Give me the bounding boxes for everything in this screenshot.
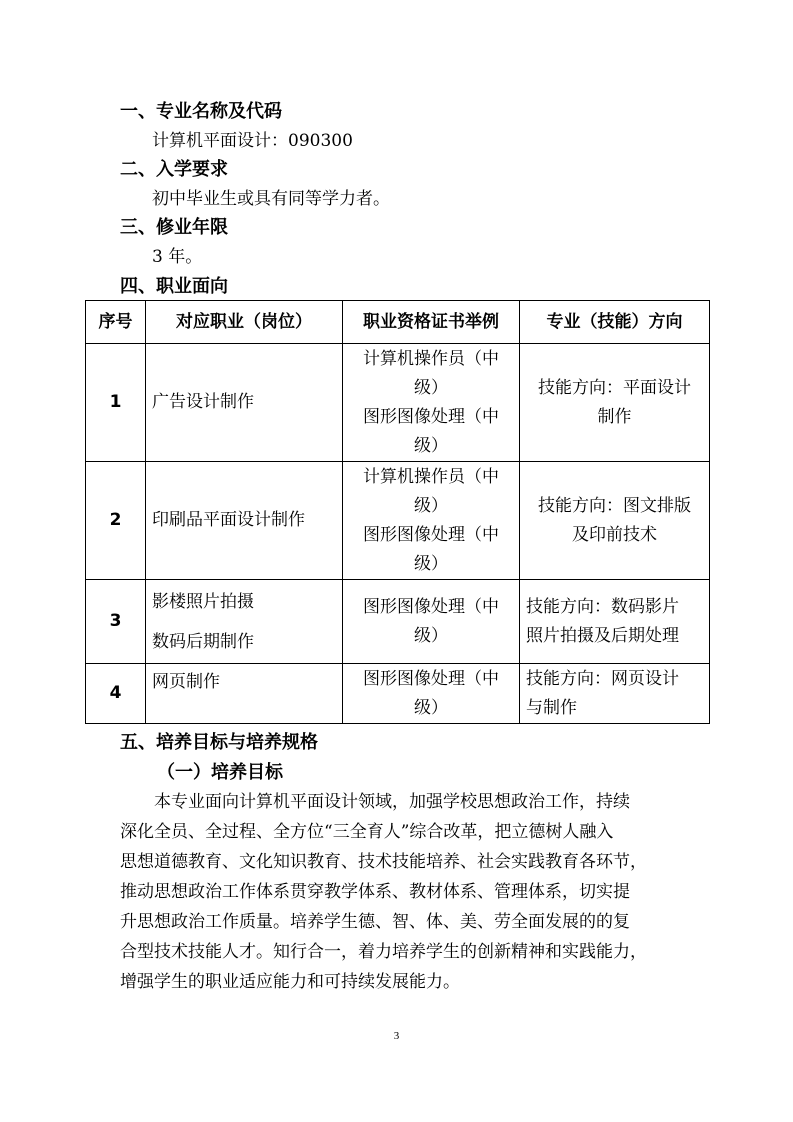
paragraph-line: 增强学生的职业适应能力和可持续发展能力。 [120,972,460,992]
table-row [86,344,710,462]
header-cell: 职业资格证书举例 [343,301,520,344]
section-5-subtitle: （一）培养目标 [157,762,283,783]
row-number: 2 [86,462,146,580]
occupation-table [85,300,710,724]
section-1-title: 一、专业名称及代码 [120,101,282,122]
section-3-title: 三、修业年限 [120,217,228,238]
section-1-body: 计算机平面设计：090300 [152,131,353,151]
occupation-cell [146,580,343,664]
section-3-body: 3 年。 [152,247,203,267]
direction-cell [520,462,710,580]
header-cell: 序号 [86,301,146,344]
section-2-body: 初中毕业生或具有同等学力者。 [152,189,390,209]
occupation-cell [146,344,343,462]
paragraph-line: 本专业面向计算机平面设计领域，加强学校思想政治工作，持续 [120,792,630,812]
occupation-cell [146,462,343,580]
section-2-title: 二、入学要求 [120,159,228,180]
direction-cell [520,580,710,664]
direction-text: 技能方向：平面设计 [538,377,691,398]
paragraph-line: 推动思想政治工作体系贯穿教学体系、教材体系、管理体系，切实提 [120,882,630,902]
occupation-text: 数码后期制作 [152,631,254,652]
direction-text: 技能方向：数码影片 [526,596,679,617]
certificate-cell [343,664,520,724]
header-cell: 对应职业（岗位） [146,301,343,344]
row-number: 1 [86,344,146,462]
direction-text: 及印前技术 [572,524,657,545]
goal-paragraph [120,787,680,997]
certificate-text: 级） [414,495,448,516]
occupation-text: 广告设计制作 [152,392,254,412]
occupation-cell [146,664,343,724]
page-number: 3 [393,1030,400,1042]
occupation-text: 印刷品平面设计制作 [152,510,305,530]
paragraph-line: 思想道德教育、文化知识教育、技术技能培养、社会实践教育各环节， [120,852,647,872]
certificate-text: 级） [414,435,448,456]
certificate-cell [343,580,520,664]
table-header-row [86,301,710,344]
header-cell: 专业（技能）方向 [520,301,710,344]
certificate-cell [343,462,520,580]
direction-text: 技能方向：网页设计 [526,668,679,689]
certificate-text: 级） [414,553,448,574]
direction-text: 与制作 [526,697,577,718]
paragraph-line: 合型技术技能人才。知行合一，着力培养学生的创新精神和实践能力， [120,942,647,962]
certificate-text: 级） [414,625,448,646]
certificate-text: 级） [414,377,448,398]
section-4-title: 四、职业面向 [120,276,228,297]
occupation-text: 影楼照片拍摄 [152,591,254,612]
certificate-text: 图形图像处理（中 [363,524,499,545]
direction-text: 制作 [597,406,632,427]
table-row [86,580,710,664]
certificate-text: 级） [414,697,448,718]
certificate-cell [343,344,520,462]
certificate-text: 计算机操作员（中 [363,348,499,369]
direction-cell [520,664,710,724]
certificate-text: 图形图像处理（中 [363,668,499,689]
paragraph-line: 升思想政治工作质量。培养学生德、智、体、美、劳全面发展的的复 [120,912,630,932]
direction-cell [520,344,710,462]
row-number: 4 [86,664,146,724]
direction-text: 技能方向：图文排版 [538,495,691,516]
direction-text: 照片拍摄及后期处理 [526,625,679,646]
row-number: 3 [86,580,146,664]
occupation-text: 网页制作 [152,672,220,692]
paragraph-line: 深化全员、全过程、全方位“三全育人”综合改革，把立德树人融入 [120,822,614,842]
section-5-title: 五、培养目标与培养规格 [120,732,318,753]
certificate-text: 图形图像处理（中 [363,596,499,617]
certificate-text: 计算机操作员（中 [363,466,499,487]
certificate-text: 图形图像处理（中 [363,406,499,427]
table-row [86,664,710,724]
table-row [86,462,710,580]
